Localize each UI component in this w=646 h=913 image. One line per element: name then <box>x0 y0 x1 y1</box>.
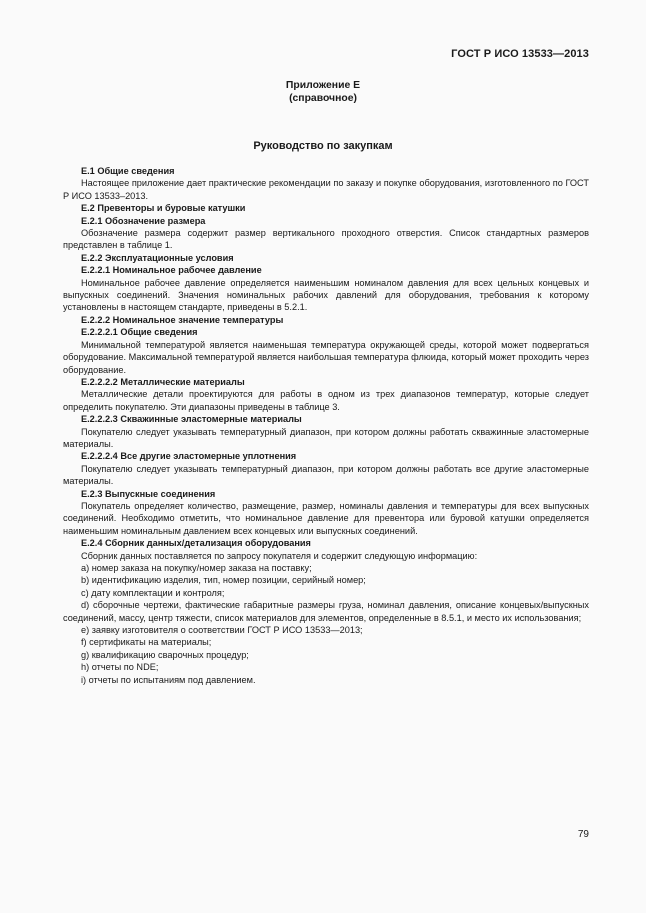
paragraph: Металлические детали проектируются для работы в одном из трех диапазонов температур, которые следует определить покупателю. Эти диапазоны приведены в таблице 3. <box>63 389 589 412</box>
list-item: e) заявку изготовителя о соответствии ГОСТ Р ИСО 13533—2013; <box>81 625 363 636</box>
appendix-subtitle: (справочное) <box>289 93 357 104</box>
list-item: g) квалификацию сварочных процедур; <box>81 649 249 660</box>
section-heading: Е.2.4 Сборник данных/детализация оборудования <box>81 538 311 549</box>
list-item: h) отчеты по NDE; <box>81 662 159 673</box>
section-heading: Е.2.2 Эксплуатационные условия <box>81 252 234 263</box>
list-item: c) дату комплектации и контроля; <box>81 587 225 598</box>
paragraph: d) сборочные чертежи, фактические габаритные размеры груза, номинал давления, описание концевых/выпускных соединений, массу, центр тяжести, список материалов для элементов, определенные в 8.5.1, и место их использования; <box>63 600 589 623</box>
paragraph: Минимальной температурой является наименьшая температура окружающей среды, которой может подвергаться оборудование. Максимальной температурой является наибольшая температура флюида, который может проходить через оборудование. <box>63 339 589 375</box>
paragraph: Покупателю следует указывать температурный диапазон, при котором должны работать все другие эластомерные материалы. <box>63 463 589 487</box>
list-item: i) отчеты по испытаниям под давлением. <box>81 674 256 685</box>
section-title: Руководство по закупкам <box>253 140 393 152</box>
paragraph: Настоящее приложение дает практические рекомендации по заказу и покупке оборудования, изготовленного по ГОСТ Р ИСО 13533–2013. <box>63 178 589 201</box>
section-heading: Е.2.2.1 Номинальное рабочее давление <box>81 265 262 276</box>
appendix-title: Приложение Е <box>285 80 361 91</box>
list-item: a) номер заказа на покупку/номер заказа на поставку; <box>81 563 312 573</box>
list-item: b) идентификацию изделия, тип, номер позиции, серийный номер; <box>81 575 366 586</box>
document-body <box>63 165 589 686</box>
page-number: 79 <box>577 829 589 840</box>
paragraph: Сборник данных поставляется по запросу покупателя и содержит следующую информацию: <box>81 550 478 561</box>
list-item: f) сертификаты на материалы; <box>81 637 212 648</box>
paragraph: Обозначение размера содержит размер вертикального проходного отверстия. Список стандартных размеров представлен в таблице 1. <box>63 228 589 251</box>
section-heading: Е.2.2.2.1 Общие сведения <box>81 327 198 338</box>
section-heading: Е.2.2.2.2 Металлические материалы <box>81 376 245 387</box>
section-heading: Е.2.2.2 Номинальное значение температуры <box>81 314 284 325</box>
section-heading: Е.2.2.2.4 Все другие эластомерные уплотнения <box>81 451 297 462</box>
paragraph: Покупателю следует указывать температурный диапазон, при котором должны работать скважинные эластомерные материалы. <box>63 426 589 449</box>
section-heading: Е.1 Общие сведения <box>81 166 175 176</box>
document-code: ГОСТ Р ИСО 13533—2013 <box>451 48 589 60</box>
paragraph: Покупатель определяет количество, размещение, размер, номиналы давления и температуры для всех выпускных соединений. Необходимо отметить, что номинальное давление для превентора или буровой катушки определяется наименьшим номинальным давлением всех концевых или выпускных соединений. <box>63 500 589 536</box>
section-heading: Е.2.1 Обозначение размера <box>81 215 206 226</box>
section-heading: Е.2.2.2.3 Скважинные эластомерные материалы <box>81 414 302 425</box>
section-heading: Е.2.3 Выпускные соединения <box>81 488 216 499</box>
section-heading: Е.2 Превенторы и буровые катушки <box>81 203 246 214</box>
paragraph: Номинальное рабочее давление определяется наименьшим номиналом давления для всех цельных концевых и выпускных соединений. Значения номинальных рабочих давлений для оборудования, требования к которому установлены в настоящем стандарте, приведены в 5.2.1. <box>63 277 589 313</box>
